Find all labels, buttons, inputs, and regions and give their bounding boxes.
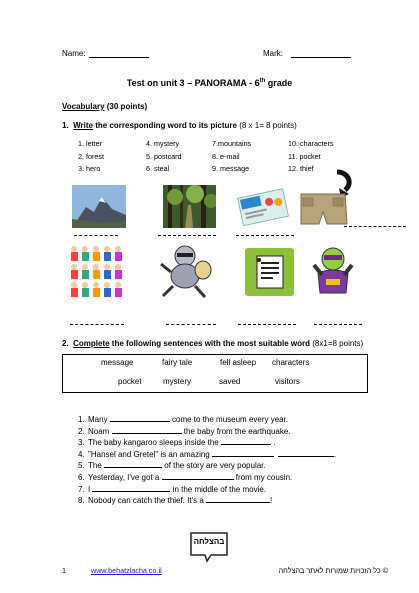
answer-blank[interactable]	[112, 426, 182, 434]
page-title: Test on unit 3 – PANORAMA - 6th grade	[126, 78, 293, 88]
answer-blank[interactable]	[110, 414, 170, 422]
name-label: Name:	[62, 49, 86, 58]
sentence-item	[78, 426, 291, 436]
sentence-number: 7.	[78, 484, 85, 494]
sentence-text-before: Yesterday, I've got a	[88, 473, 162, 482]
mark-line[interactable]	[291, 57, 351, 58]
character-body	[115, 252, 122, 261]
word-item: 4. mystery	[146, 139, 180, 148]
character-body	[104, 252, 111, 261]
message-note-picture	[245, 248, 294, 296]
character-body	[104, 270, 111, 279]
word-bank-item: fell asleep	[220, 358, 257, 367]
section-heading: Vocabulary (30 points)	[62, 102, 148, 111]
character-body	[82, 270, 89, 279]
sentence-text-before: Many	[88, 415, 110, 424]
sentence-text-after: .	[270, 438, 276, 448]
character-head	[104, 264, 110, 270]
word-item: 7.mountains	[212, 139, 252, 148]
sentence-number: 1.	[78, 415, 85, 424]
sentence-number: 2.	[78, 426, 85, 436]
answer-blank[interactable]	[162, 472, 234, 480]
sentence-text-before: "Hansel and Gretel" is an amazing	[88, 449, 212, 459]
sentence-item	[78, 472, 292, 482]
page-number: 1	[62, 566, 66, 575]
character-head	[93, 264, 99, 270]
sentence-number: 3.	[78, 438, 85, 448]
character-head	[104, 246, 110, 252]
word-item: 3. hero	[78, 164, 101, 173]
sentence-text-before: Nobody can catch the thief. It's a	[88, 496, 207, 506]
word-bank-item: characters	[272, 358, 310, 367]
character-head	[82, 282, 88, 288]
character-head	[82, 246, 88, 252]
sentence-text-after: from my cousin.	[233, 473, 293, 482]
logo-text: בהצלחה	[193, 537, 225, 546]
word-item: 2. forest	[78, 151, 104, 161]
sentence-text-before: The baby kangaroo sleeps inside the	[88, 438, 221, 448]
answer-blank[interactable]	[92, 484, 170, 492]
sentence-number: 8.	[78, 496, 85, 506]
answer-blank[interactable]	[278, 449, 337, 459]
character-body	[93, 288, 100, 297]
character-head	[71, 246, 77, 252]
character-body	[71, 252, 78, 261]
word-item: 11. pocket	[288, 151, 321, 161]
character-body	[93, 252, 100, 261]
answer-line-3[interactable]	[236, 235, 294, 236]
word-bank-item: pocket	[118, 377, 142, 386]
mountain-picture	[72, 185, 126, 228]
task2-instruction: 2. Complete the following sentences with the most suitable word (8x1=8 points)	[62, 339, 364, 348]
sentence-item	[78, 495, 272, 505]
word-bank-item: mystery	[163, 377, 191, 386]
hero-picture	[310, 243, 357, 300]
answer-line-7[interactable]	[238, 324, 296, 325]
character-head	[71, 282, 77, 288]
answer-line-4[interactable]	[344, 226, 406, 227]
character-body	[115, 288, 122, 297]
sentence-text-after: the baby from the earthquake.	[181, 426, 291, 436]
sentence-text-before: I	[88, 484, 93, 494]
word-item: 8. e-mail	[212, 151, 240, 161]
forest-picture	[163, 185, 216, 228]
word-item: 1. letter	[78, 139, 102, 148]
thief-picture	[155, 242, 215, 300]
sentence-text-after: .	[333, 449, 337, 459]
answer-line-6[interactable]	[166, 324, 216, 325]
word-item: 9. message	[212, 164, 250, 173]
sentence-item	[78, 460, 266, 470]
word-bank-item: visitors	[275, 377, 300, 386]
character-head	[82, 264, 88, 270]
character-body	[104, 288, 111, 297]
answer-line-5[interactable]	[70, 324, 124, 325]
task1-instruction: 1. Write the corresponding word to its picture (8 x 1= 8 points)	[62, 121, 297, 130]
name-line[interactable]	[89, 57, 149, 58]
word-item: 10. characters	[288, 139, 334, 148]
postcard-picture	[236, 185, 292, 228]
answer-line-1[interactable]	[74, 235, 118, 236]
sentence-text-after: come to the museum every year.	[169, 415, 289, 424]
sentence-text-before: The	[88, 461, 105, 471]
sentence-item	[78, 484, 266, 494]
word-item: 5. postcard	[146, 151, 182, 161]
answer-line-8[interactable]	[314, 324, 362, 325]
character-body	[93, 270, 100, 279]
character-body	[71, 270, 78, 279]
character-body	[82, 288, 89, 297]
answer-blank[interactable]	[212, 449, 274, 457]
answer-blank[interactable]	[104, 460, 162, 468]
character-body	[115, 270, 122, 279]
mark-label: Mark:	[263, 49, 283, 58]
characters-picture	[68, 243, 126, 300]
sentence-item	[78, 449, 336, 459]
sentence-text-after: in the middle of the movie.	[170, 484, 267, 494]
behatzlacha-logo	[189, 531, 229, 563]
character-head	[115, 282, 121, 288]
word-item: 6. steal	[146, 164, 170, 173]
pocket-shorts-picture	[297, 168, 357, 228]
character-head	[115, 246, 121, 252]
character-head	[104, 282, 110, 288]
answer-line-2[interactable]	[158, 235, 216, 236]
character-head	[71, 264, 77, 270]
sentence-number: 5.	[78, 461, 85, 471]
sentence-text-after: of the story are very popular.	[162, 461, 266, 471]
word-bank-item: fairy tale	[162, 358, 193, 367]
character-head	[115, 264, 121, 270]
word-item: 12. thief	[288, 164, 314, 173]
character-head	[93, 246, 99, 252]
word-bank-item: saved	[219, 377, 241, 386]
answer-blank[interactable]	[206, 495, 273, 506]
sentence-item	[78, 414, 288, 424]
copyright-text: © כל הזכויות שמורות לאתר בהצלחה	[278, 566, 388, 575]
sentence-number: 4.	[78, 449, 85, 459]
word-bank-item: message	[101, 358, 134, 367]
answer-blank[interactable]	[221, 437, 271, 445]
website-link[interactable]: www.behatzlacha.co.il	[91, 566, 162, 575]
sentence-text-after: !	[270, 496, 273, 506]
sentence-number: 6.	[78, 473, 85, 482]
sentence-text-before: Noam	[88, 426, 112, 436]
character-body	[71, 288, 78, 297]
character-head	[93, 282, 99, 288]
sentence-item	[78, 437, 275, 447]
character-body	[82, 252, 89, 261]
